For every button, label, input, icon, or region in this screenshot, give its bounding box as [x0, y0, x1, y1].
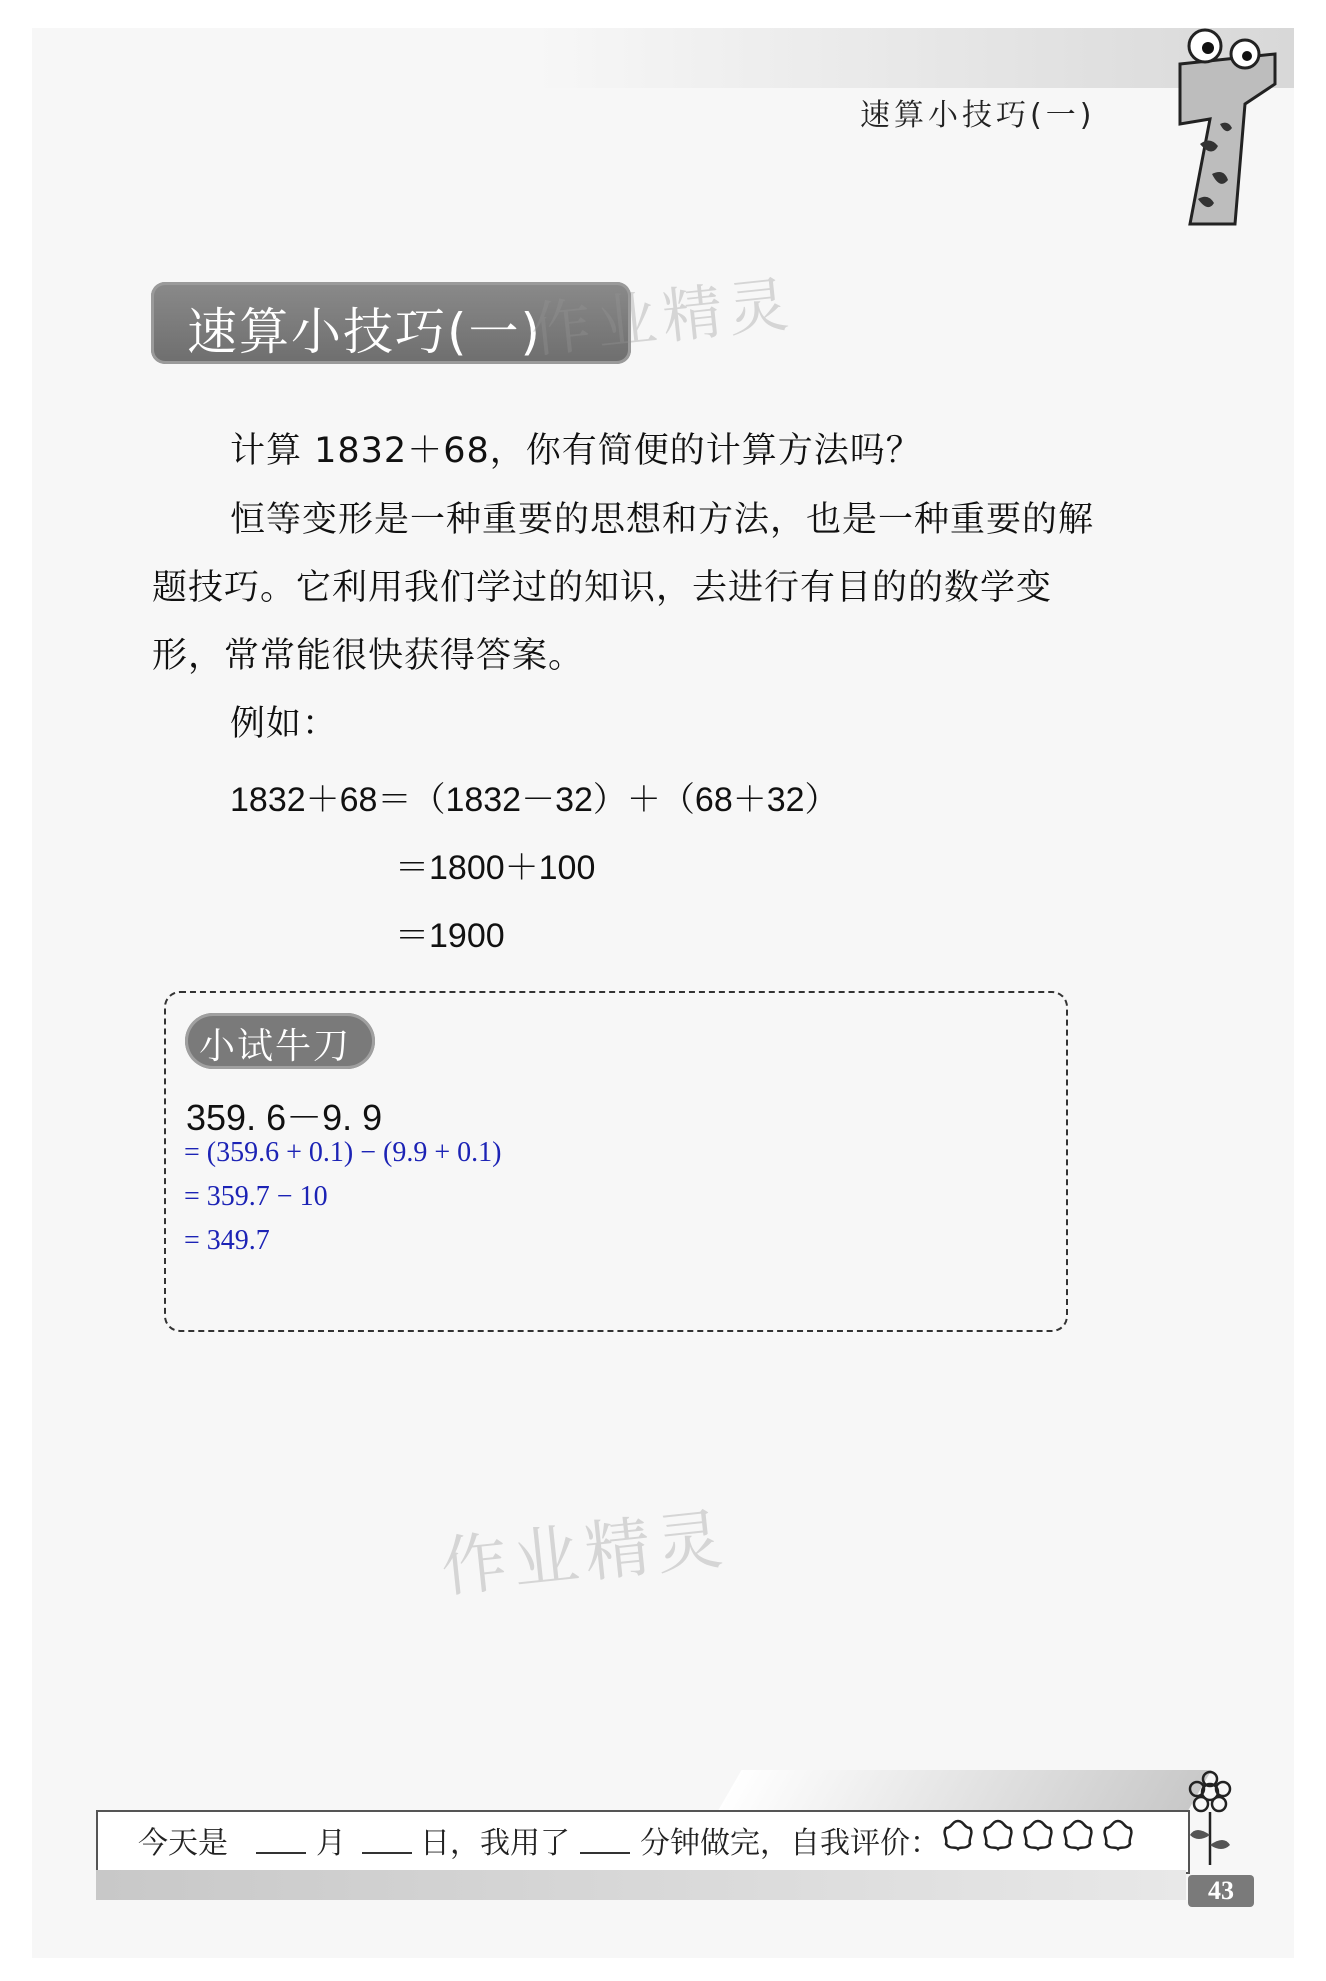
rating-flower-icon-1[interactable] [940, 1818, 976, 1852]
paragraph-line-2: 题技巧。它利用我们学过的知识，去进行有目的的数学变 [152, 568, 1053, 608]
answer-line-1: = (359.6 + 0.1) − (9.9 + 0.1) [184, 1137, 502, 1168]
practice-problem: 359. 6－9. 9 [186, 1097, 383, 1138]
giraffe-mascot-icon [1150, 24, 1290, 234]
answer-line-2: = 359.7 − 10 [184, 1181, 328, 1212]
rating-flower-icon-2[interactable] [980, 1818, 1016, 1852]
rating-flower-icon-5[interactable] [1100, 1818, 1136, 1852]
minutes-blank[interactable] [580, 1852, 630, 1854]
paragraph-line-3: 形，常常能很快获得答案。 [152, 636, 585, 676]
footer-month-label: 月 [316, 1826, 346, 1861]
section-title-text: 速算小技巧(一) [187, 303, 543, 361]
watermark-bottom: 作业精灵 [437, 1500, 732, 1607]
calc-line-1: 1832＋68＝（1832－32）＋（68＋32） [230, 781, 839, 819]
paragraph-line-1: 恒等变形是一种重要的思想和方法，也是一种重要的解 [230, 500, 1095, 540]
practice-badge-text: 小试牛刀 [199, 1026, 352, 1067]
practice-badge [185, 1013, 375, 1069]
day-blank[interactable] [362, 1852, 412, 1854]
month-blank[interactable] [256, 1852, 306, 1854]
answer-line-3: = 349.7 [184, 1225, 270, 1256]
watermark-top: 作业精灵 [527, 269, 798, 367]
calc-line-3: ＝1900 [395, 917, 505, 955]
footer-minutes-label: 分钟做完，自我评价： [640, 1826, 940, 1861]
calc-line-2: ＝1800＋100 [395, 849, 596, 887]
flower-decoration-icon [1180, 1770, 1240, 1870]
question-text: 计算 1832＋68，你有简便的计算方法吗？ [230, 431, 922, 471]
header-band [32, 28, 1294, 88]
rating-flower-icon-4[interactable] [1060, 1818, 1096, 1852]
rating-flower-icon-3[interactable] [1020, 1818, 1056, 1852]
example-label: 例如： [230, 704, 339, 744]
running-title: 速算小技巧(一) [860, 98, 1096, 133]
footer-shade-bottom [96, 1870, 1186, 1900]
footer-shade [718, 1770, 1211, 1810]
footer-today-label: 今天是 [138, 1826, 228, 1861]
footer-day-label: 日，我用了 [420, 1826, 570, 1861]
page-number: 43 [1188, 1875, 1254, 1907]
